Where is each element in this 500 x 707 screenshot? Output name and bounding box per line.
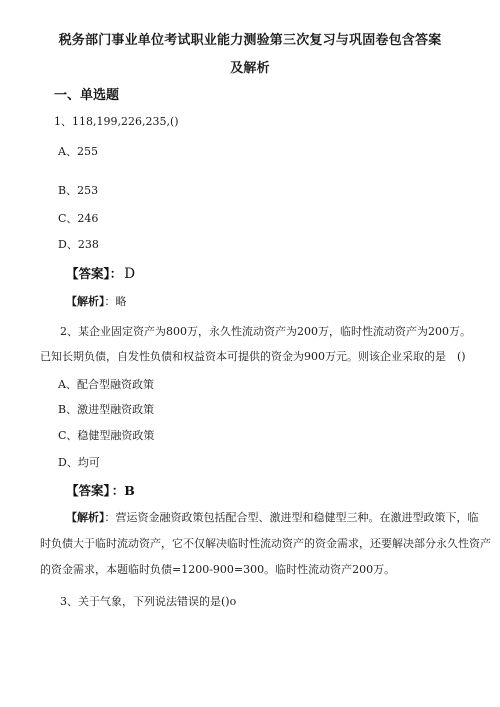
q2-explanation-text1: ：营运资金融资政策包括配合型、激进型和稳健型三种。在激进型政策下，临 xyxy=(104,511,479,524)
q3-stem: 3、关于气象，下列说法错误的是()o xyxy=(60,595,237,608)
document-title-line1: 税务部门事业单位考试职业能力测验第三次复习与巩固卷包含答案 xyxy=(58,33,442,48)
q1-answer xyxy=(66,264,135,282)
q1-explanation xyxy=(66,293,127,309)
q2-explanation-line1 xyxy=(66,509,479,525)
q1-option-c: C、246 xyxy=(58,212,99,225)
q2-explanation-line3: 的资金需求，本题临时负债=1200-900=300。临时性流动资产200万。 xyxy=(40,563,396,576)
q2-stem-line1: 2、某企业固定资产为800万，永久性流动资产为200万，临时性流动资产为200万。 xyxy=(60,325,471,338)
q2-explanation-label: 【解析】 xyxy=(66,511,105,524)
q2-option-a: A、配合型融资政策 xyxy=(58,378,154,391)
q2-answer-label: 【答案】 xyxy=(66,483,110,498)
q1-option-d: D、238 xyxy=(58,238,99,251)
document-title-line2: 及解析 xyxy=(230,61,270,76)
q2-stem-line2: 已知长期负债，自发性负债和权益资本可提供的资金为900万元。则该企业采取的是 () xyxy=(40,350,466,363)
q1-stem: 1、118,199,226,235,() xyxy=(54,115,179,128)
q1-option-b: B、253 xyxy=(58,184,99,197)
q2-explanation-line2: 时负债大于临时流动资产，它不仅解决临时性流动资产的资金需求，还要解决部分永久性资产 xyxy=(40,537,491,550)
q1-explanation-label: 【解析】 xyxy=(66,295,105,308)
q2-option-c: C、稳健型融资政策 xyxy=(58,429,155,442)
q2-answer-value: ：B xyxy=(111,483,135,498)
q1-option-a: A、255 xyxy=(58,145,98,158)
q1-explanation-text: ：略 xyxy=(104,295,127,308)
q2-option-b: B、激进型融资政策 xyxy=(58,403,155,416)
q1-answer-label: 【答案】： xyxy=(66,266,123,281)
q2-option-d: D、均可 xyxy=(58,456,100,469)
q2-answer xyxy=(66,481,135,499)
q1-answer-value: D xyxy=(124,266,136,282)
section-heading: 一、单选题 xyxy=(54,88,120,103)
